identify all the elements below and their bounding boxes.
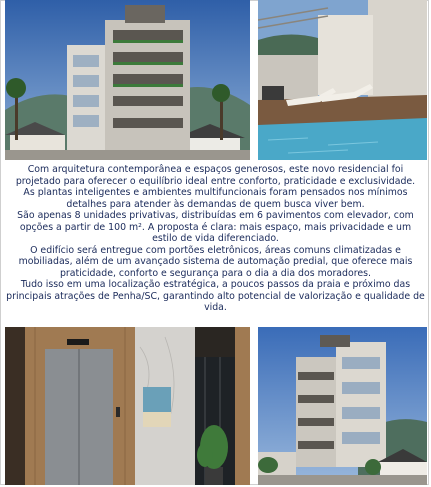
rooftop-pool-image [258,0,427,160]
building-facade-image [5,0,250,160]
description-paragraph-1: Com arquitetura contemporânea e espaços generosos, este novo residencial foi projetado para oferecer o equilíbrio ideal entre conforto, praticidade e exclusividade. [15,164,416,187]
elevator-lobby-image [5,327,250,485]
building-facade-illustration [5,0,250,160]
description-paragraph-2: As plantas inteligentes e ambientes multifuncionais foram pensados nos mínimos detalhes para atender às demandas de quem busca viver bem. [23,187,408,210]
description-paragraph-4: O edifício será entregue com portões eletrônicos, áreas comuns climatizadas e mobiliadas, além de um avançado sistema de automação predial, que oferece mais praticidade, conforto e segurança para o dia a dia dos moradores. [18,244,413,279]
rooftop-pool-illustration [258,0,427,160]
property-description [6,164,425,314]
description-paragraph-3: São apenas 8 unidades privativas, distribuídas em 6 pavimentos com elevador, com opções a partir de 100 m². A proposta é clara: mais espaço, mais privacidade e um estilo de vida diferenciado. [17,210,414,244]
description-paragraph-5: Tudo isso em uma localização estratégica, a poucos passos da praia e próximo das principais atrações de Penha/SC, garantindo alto potencial de valorização e qualidade de vida. [6,279,425,313]
elevator-lobby-illustration [5,327,250,485]
building-facade-image-2 [258,327,427,485]
building-facade-illustration-2 [258,327,427,485]
